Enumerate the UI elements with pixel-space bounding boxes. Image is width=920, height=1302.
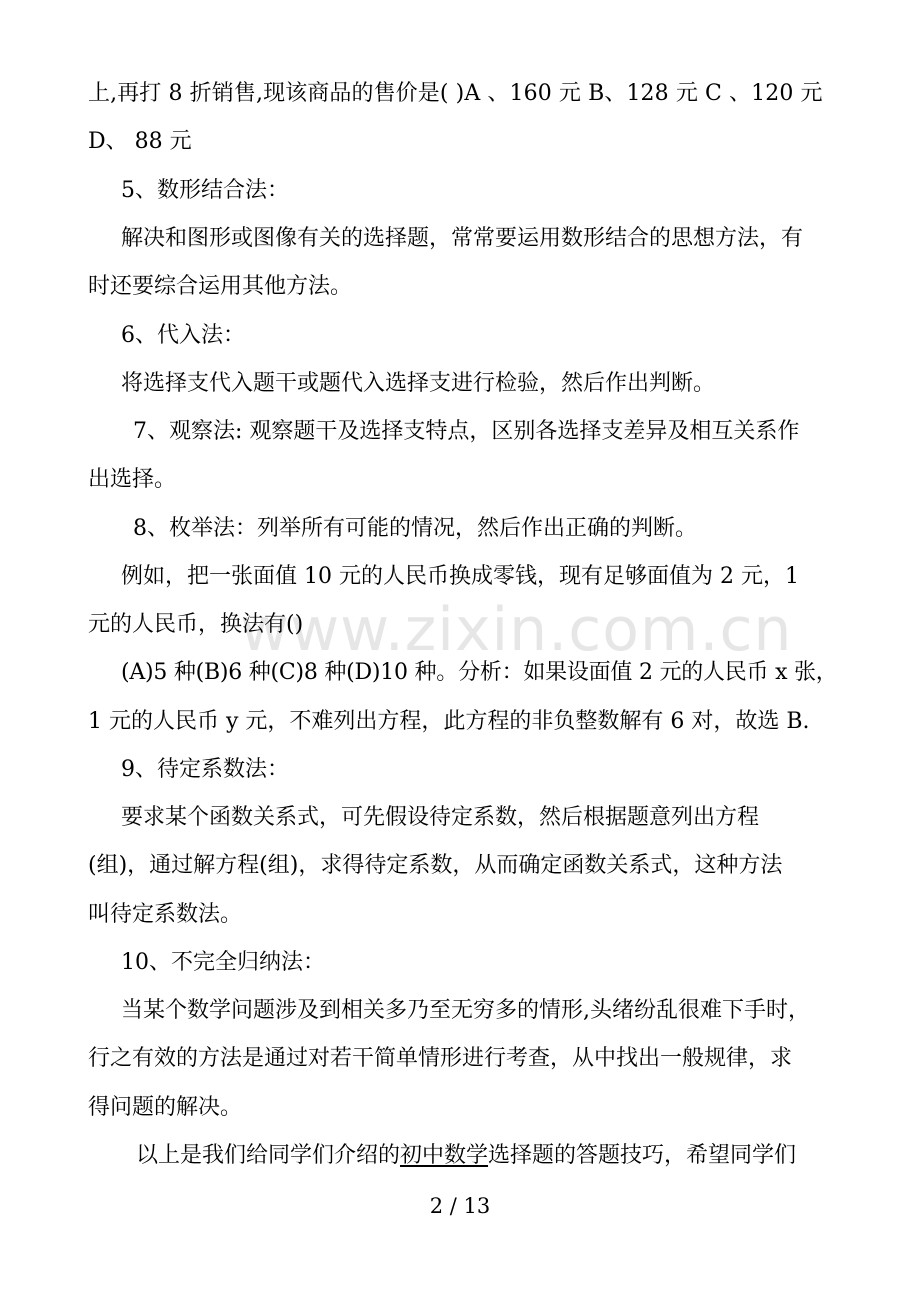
text-line-18: 叫待定系数法。 [88, 902, 243, 927]
text-line-23 [136, 1145, 796, 1167]
text-line-20: 当某个数学问题涉及到相关多乃至无穷多的情形,头绪纷乱很难下手时， [121, 998, 810, 1023]
text-line-13: (A)5 种(B)6 种(C)8 种(D)10 种。分析：如果设面值 2 元的人民币 x 张， [121, 660, 838, 685]
heading-daiding-xishu: 9、待定系数法： [121, 757, 289, 782]
text-line-9: 出选择。 [88, 467, 177, 492]
heading-bu-wanquan-guina: 10、不完全归纳法： [121, 950, 325, 975]
chuzhong-shuxue-link[interactable]: 初中数学 [400, 1143, 489, 1168]
text-line-21: 行之有效的方法是通过对若干简单情形进行考查，从中找出一般规律，求 [88, 1046, 793, 1071]
text-line-11: 例如，把一张面值 10 元的人民币换成零钱，现有足够面值为 2 元，1 [121, 564, 799, 589]
text-line-23-after: 选择题的答题技巧，希望同学们 [488, 1143, 797, 1168]
text-line-12: 元的人民币，换法有() [88, 612, 304, 637]
text-line-16: 要求某个函数关系式，可先假设待定系数，然后根据题意列出方程 [121, 805, 760, 830]
text-line-1: 上,再打 8 折销售,现该商品的售价是( )A 、160 元 B、128 元 C 、120 元 [88, 81, 823, 106]
text-line-4: 解决和图形或图像有关的选择题，常常要运用数形结合的思想方法，有 [121, 226, 804, 251]
heading-guancha: 7、观察法: 观察题干及选择支特点，区别各选择支差异及相互关系作 [133, 419, 800, 444]
text-line-5: 时还要综合运用其他方法。 [88, 274, 353, 299]
text-line-2: D、 88 元 [88, 129, 192, 154]
text-line-7: 将选择支代入题干或题代入选择支进行检验，然后作出判断。 [121, 371, 716, 396]
watermark: www.zixin.com.cn [240, 595, 793, 665]
heading-shuxing-jiehe: 5、数形结合法： [121, 178, 289, 203]
text-line-14: 1 元的人民币 y 元，不难列出方程，此方程的非负整数解有 6 对，故选 B. [88, 709, 810, 734]
text-line-22: 得问题的解决。 [88, 1095, 243, 1120]
page-number: 2 / 13 [429, 1194, 491, 1218]
text-line-23-before: 以上是我们给同学们介绍的 [136, 1143, 401, 1168]
heading-meiju: 8、枚举法：列举所有可能的情况，然后作出正确的判断。 [133, 516, 697, 541]
text-line-17: (组)，通过解方程(组)，求得待定系数，从而确定函数关系式，这种方法 [88, 853, 783, 878]
heading-dairu: 6、代入法： [121, 323, 245, 348]
